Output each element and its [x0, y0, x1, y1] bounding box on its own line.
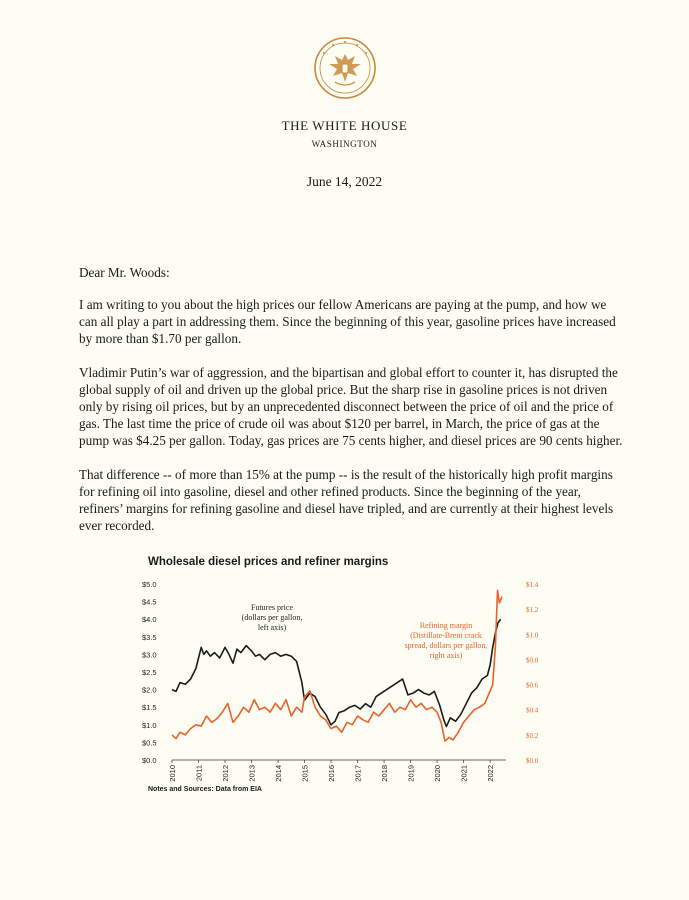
right-axis-tick-label: $1.2	[526, 606, 539, 615]
x-axis-tick-label: 2015	[300, 765, 310, 782]
right-axis-tick-label: $1.0	[526, 631, 539, 640]
right-axis-tick-label: $0.2	[526, 731, 539, 740]
x-axis-tick-label: 2021	[459, 765, 469, 782]
x-axis-tick-label: 2018	[380, 765, 390, 782]
left-axis-tick-label: $1.0	[142, 720, 157, 730]
paragraph-2: Vladimir Putin’s war of aggression, and the bipartisan and global effort to counter it, has disrupted the global supply of oil and driven up the global price. But the sharp rise in gasoline prices is not driven only by rising oil prices, but by an unprecedented disconnect between the price of oil and the price of gas. The last time the price of crude oil was about $120 per barrel, in March, the price of gas at the pump was $4.25 per gallon. Today, gas prices are 75 cents higher, and diesel prices are 90 cents higher.	[79, 365, 623, 448]
salutation: Dear Mr. Woods:	[79, 265, 170, 280]
x-axis-tick-label: 2022	[486, 765, 496, 782]
x-axis-tick-label: 2012	[221, 765, 231, 782]
left-axis-tick-label: $4.0	[142, 615, 157, 625]
letter-date: June 14, 2022	[306, 174, 383, 189]
x-axis-tick-label: 2010	[168, 765, 177, 782]
left-axis-tick-label: $1.5	[142, 703, 157, 713]
x-axis-tick-label: 2017	[353, 765, 363, 782]
right-axis-tick-label: $0.4	[526, 706, 539, 715]
margin-annotation: right axis)	[429, 651, 463, 660]
margin-annotation: Refining margin	[419, 621, 473, 630]
x-axis-tick-label: 2013	[247, 765, 257, 782]
left-axis-tick-label: $0.0	[142, 756, 157, 765]
margin-annotation: spread, dollars per gallon,	[404, 641, 488, 650]
chart-title: Wholesale diesel prices and refiner margins	[148, 556, 389, 568]
paragraph-1: I am writing to you about the high prices our fellow Americans are paying at the pump, and how we can all play a part in addressing them. Since the beginning of this year, gasoline prices have increased by more than $1.70 per gallon.	[79, 297, 616, 346]
left-axis-tick-label: $2.0	[142, 685, 157, 695]
left-axis-tick-label: $3.5	[142, 632, 157, 642]
left-axis-tick-label: $5.0	[142, 580, 157, 589]
right-axis-tick-label: $0.0	[526, 757, 539, 765]
left-axis-tick-label: $0.5	[142, 738, 157, 748]
x-axis-tick-label: 2016	[327, 765, 337, 782]
left-axis-tick-label: $3.0	[142, 650, 157, 660]
diesel-price-chart	[140, 572, 560, 784]
futures-annotation: (dollars per gallon,	[241, 613, 303, 622]
right-axis-tick-label: $0.6	[526, 681, 539, 690]
futures-annotation: Futures price	[251, 603, 293, 612]
chart-source-note: Notes and Sources: Data from EIA	[148, 786, 262, 793]
x-axis-tick-label: 2011	[194, 765, 204, 782]
letterhead-city: WASHINGTON	[311, 139, 378, 149]
right-axis-tick-label: $1.4	[526, 581, 539, 589]
presidential-seal-icon	[313, 36, 377, 100]
margin-annotation: (Distillate-Brent crack	[410, 631, 482, 640]
paragraph-3: That difference -- of more than 15% at the pump -- is the result of the historically high profit margins for refining oil into gasoline, diesel and other refined products. Since the beginning of the year, refiners’ margins for refining gasoline and diesel have tripled, and are currently at their highest levels ever recorded.	[79, 467, 614, 533]
x-axis-tick-label: 2020	[433, 765, 443, 782]
left-axis-tick-label: $4.5	[142, 597, 157, 607]
futures-annotation: left axis)	[257, 623, 287, 632]
right-axis-tick-label: $0.8	[526, 656, 539, 665]
letterhead-title: THE WHITE HOUSE	[281, 118, 408, 133]
left-axis-tick-label: $2.5	[142, 668, 157, 677]
x-axis-tick-label: 2019	[406, 765, 416, 782]
x-axis-tick-label: 2014	[274, 765, 284, 782]
